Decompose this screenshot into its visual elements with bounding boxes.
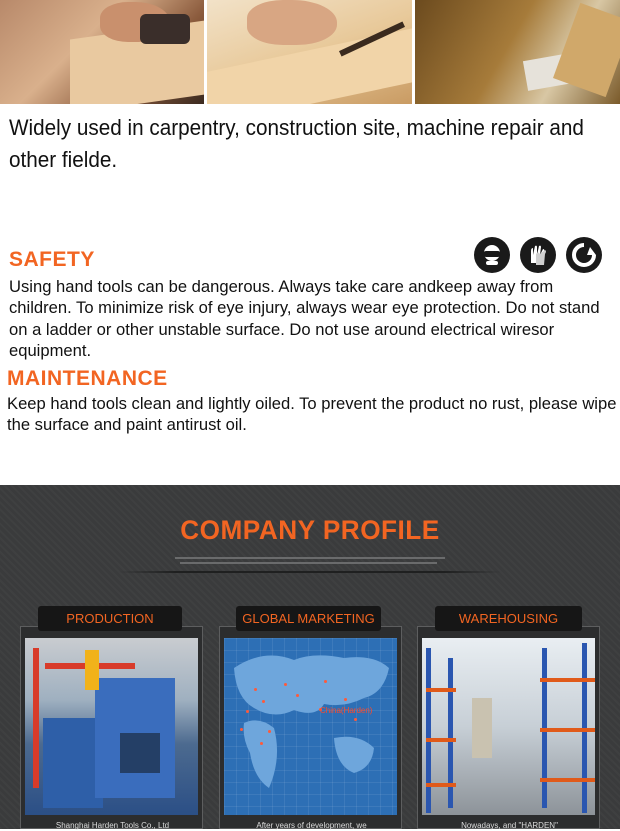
warehousing-label: WAREHOUSING	[435, 606, 582, 631]
production-label: PRODUCTION	[38, 606, 182, 631]
warehouse-photo	[422, 638, 595, 815]
china-map-label: China(Harden)	[320, 706, 373, 715]
company-profile-title: COMPANY PROFILE	[180, 515, 440, 545]
safety-text: Using hand tools can be dangerous. Always take care andkeep away from children. To minimize risk of eye injury, always wear eye protection. Do not stand on a ladder or other unstable surface. Do not use around electrical wiresor equipment.	[9, 277, 600, 360]
safety-heading: SAFETY	[9, 248, 95, 271]
carpentry-photo	[0, 0, 204, 104]
global-marketing-label: GLOBAL MARKETING	[236, 606, 381, 631]
goggles-icon	[474, 237, 510, 273]
warehousing-caption: Nowadays, and "HARDEN"	[461, 821, 558, 830]
marking-wood-photo	[207, 0, 412, 104]
maintenance-text: Keep hand tools clean and lightly oiled. To prevent the product no rust, please wipe the surface and paint antirust oil.	[7, 394, 617, 435]
workbench-photo	[415, 0, 620, 104]
warehousing-card	[417, 626, 600, 829]
profile-fine-print	[175, 557, 445, 567]
global-marketing-card	[219, 626, 402, 829]
profile-divider	[118, 571, 502, 573]
global-marketing-caption: After years of development, we	[256, 821, 367, 830]
usage-tagline: Widely used in carpentry, construction site, machine repair and other fielde.	[9, 115, 584, 172]
production-card	[20, 626, 203, 829]
hero-photo-strip	[0, 0, 620, 104]
safety-icon-group	[474, 237, 602, 273]
production-caption: Shanghai Harden Tools Co., Ltd	[55, 821, 170, 830]
recycle-icon	[566, 237, 602, 273]
company-profile-section	[0, 485, 620, 829]
factory-photo	[25, 638, 198, 815]
gloves-icon	[520, 237, 556, 273]
maintenance-heading: MAINTENANCE	[7, 367, 168, 390]
world-map-image	[224, 638, 397, 815]
